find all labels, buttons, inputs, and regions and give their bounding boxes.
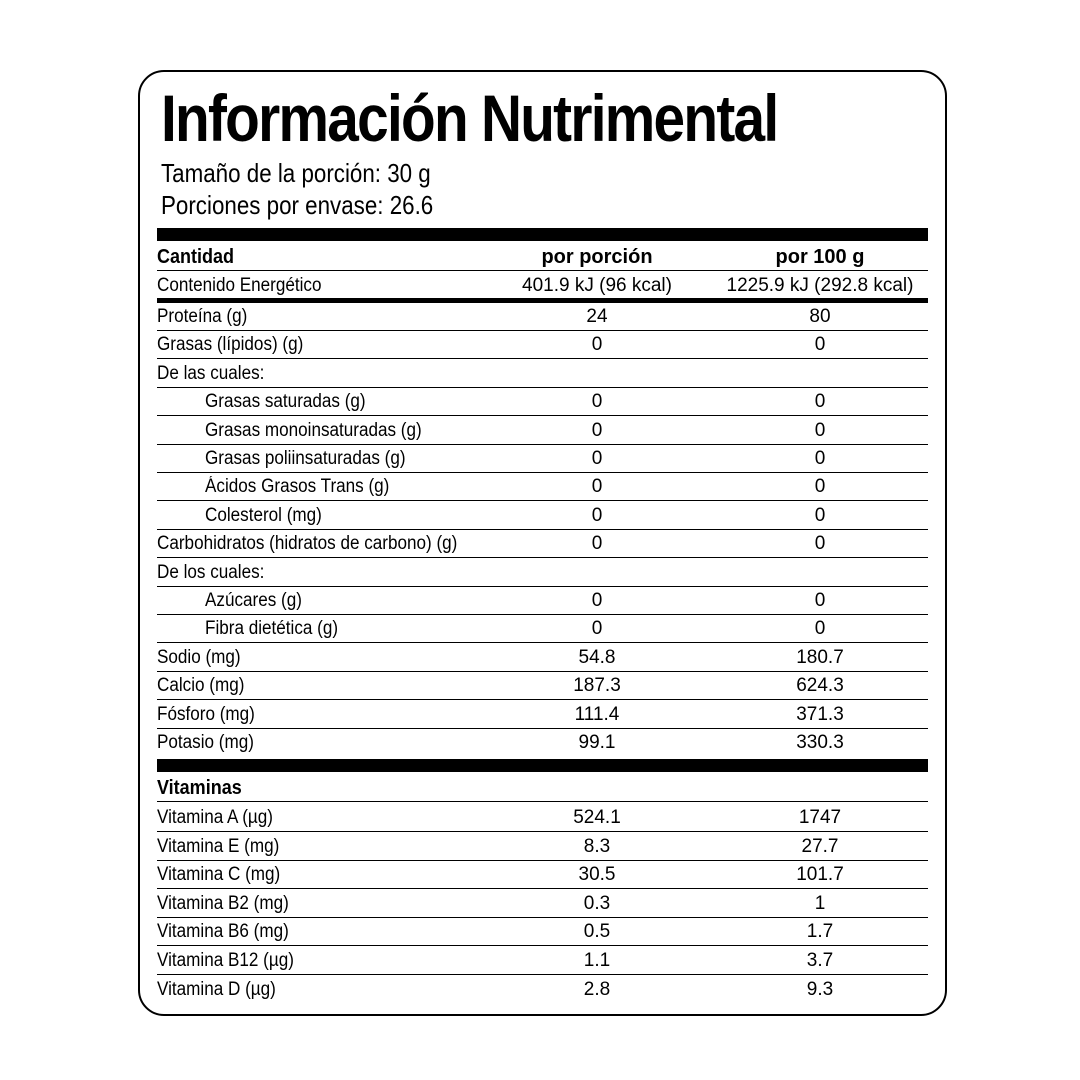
header-per-100g: por 100 g: [775, 246, 865, 268]
nutrient-per-100g: 0: [814, 504, 826, 526]
vitamin-row: [157, 918, 928, 946]
nutrient-label: Proteína (g): [157, 306, 248, 327]
nutrient-row: [157, 331, 928, 359]
vitamin-label: Vitamina B2 (mg): [157, 892, 289, 914]
nutrient-per-serving: 0: [591, 391, 603, 413]
nutrient-label: De las cuales:: [157, 362, 265, 384]
vitamin-row: [157, 804, 928, 832]
vitamin-per-100g: 27.7: [801, 835, 839, 857]
nutrient-per-serving: 111.4: [574, 703, 620, 725]
nutrient-row: [157, 388, 928, 416]
nutrient-row: [157, 559, 928, 587]
nutrient-per-serving: 187.3: [573, 675, 621, 697]
energy-label: Contenido Energético: [157, 275, 322, 296]
header-per-serving: por porción: [541, 246, 653, 268]
nutrient-label: Grasas saturadas (g): [205, 391, 366, 413]
vitamins-thick-rule: [157, 759, 928, 772]
vitamin-label: Vitamina B12 (µg): [157, 950, 294, 971]
nutrient-row: [157, 473, 928, 501]
nutrient-per-100g: 0: [814, 533, 826, 555]
vitamin-per-serving: 2.8: [583, 978, 611, 1000]
nutrient-row: [157, 644, 928, 672]
nutrient-row: [157, 672, 928, 700]
nutrient-label: Carbohidratos (hidratos de carbono) (g): [157, 533, 458, 555]
vitamin-label: Vitamina A (µg): [157, 807, 274, 828]
vitamin-row: [157, 976, 928, 1004]
nutrient-row: [157, 530, 928, 558]
nutrient-per-serving: 0: [591, 419, 603, 441]
nutrient-per-100g: 0: [814, 391, 826, 413]
nutrient-per-serving: 24: [586, 306, 608, 327]
vitamin-label: Vitamina E (mg): [157, 835, 280, 857]
nutrient-label: De los cuales:: [157, 561, 265, 583]
nutrient-per-100g: 0: [814, 618, 826, 640]
nutrient-per-serving: 0: [591, 334, 603, 356]
nutrient-row: [157, 502, 928, 530]
vitamins-heading-row: [157, 774, 928, 802]
nutrient-label: Grasas (lípidos) (g): [157, 334, 304, 356]
nutrient-row: [157, 587, 928, 615]
nutrient-per-100g: 330.3: [796, 732, 844, 753]
nutrient-per-serving: 0: [591, 618, 603, 640]
nutrient-per-serving: 0: [591, 504, 603, 526]
vitamin-per-serving: 0.5: [583, 921, 611, 943]
nutrient-per-100g: 0: [814, 419, 826, 441]
nutrient-per-serving: 0: [591, 448, 603, 469]
nutrient-row: [157, 303, 928, 331]
header-quantity: Cantidad: [157, 246, 235, 268]
nutrient-label: Grasas monoinsaturadas (g): [205, 419, 422, 441]
nutrient-row: [157, 615, 928, 643]
nutrient-label: Colesterol (mg): [205, 504, 322, 526]
nutrient-per-100g: 0: [814, 448, 826, 469]
top-thick-rule: [157, 228, 928, 241]
nutrient-label: Fósforo (mg): [157, 703, 255, 725]
vitamin-per-serving: 1.1: [583, 950, 611, 971]
vitamin-per-100g: 3.7: [806, 950, 834, 971]
vitamin-per-100g: 101.7: [796, 864, 844, 886]
vitamin-row: [157, 890, 928, 918]
vitamin-label: Vitamina D (µg): [157, 978, 276, 1000]
nutrient-per-serving: 54.8: [578, 646, 616, 668]
nutrient-per-100g: 0: [814, 590, 826, 611]
servings-per-container: Porciones por envase: 26.6: [161, 190, 434, 220]
nutrient-label: Potasio (mg): [157, 732, 254, 753]
nutrient-per-100g: 0: [814, 476, 826, 498]
nutrient-label: Ácidos Grasos Trans (g): [205, 476, 390, 498]
nutrient-row: [157, 445, 928, 473]
vitamin-label: Vitamina C (mg): [157, 864, 281, 886]
nutrient-per-100g: 180.7: [796, 646, 844, 668]
vitamin-per-100g: 9.3: [806, 978, 834, 1000]
nutrient-per-serving: 0: [591, 533, 603, 555]
nutrient-row: [157, 729, 928, 757]
vitamin-per-serving: 0.3: [583, 892, 611, 914]
nutrient-label: Grasas poliinsaturadas (g): [205, 448, 406, 469]
nutrient-row: [157, 417, 928, 445]
header-row: [157, 243, 928, 271]
energy-per-100g: 1225.9 kJ (292.8 kcal): [726, 275, 914, 296]
label-title: Información Nutrimental: [161, 81, 778, 155]
nutrient-per-serving: 0: [591, 476, 603, 498]
nutrient-label: Fibra dietética (g): [205, 618, 339, 640]
vitamin-per-100g: 1.7: [806, 921, 834, 943]
vitamin-per-serving: 8.3: [583, 835, 611, 857]
vitamin-row: [157, 861, 928, 889]
serving-size: Tamaño de la porción: 30 g: [161, 158, 431, 188]
energy-row: [157, 272, 928, 300]
nutrient-label: Azúcares (g): [205, 590, 302, 611]
nutrient-per-serving: 0: [591, 590, 603, 611]
nutrient-row: [157, 360, 928, 388]
nutrient-per-serving: 99.1: [578, 732, 616, 753]
vitamin-per-100g: 1: [814, 892, 826, 914]
vitamin-label: Vitamina B6 (mg): [157, 921, 289, 943]
nutrient-row: [157, 701, 928, 729]
vitamin-per-100g: 1747: [798, 807, 842, 828]
vitamin-per-serving: 30.5: [578, 864, 616, 886]
vitamin-row: [157, 833, 928, 861]
nutrient-per-100g: 0: [814, 334, 826, 356]
vitamin-per-serving: 524.1: [573, 807, 621, 828]
nutrient-label: Sodio (mg): [157, 646, 241, 668]
nutrient-per-100g: 80: [809, 306, 831, 327]
nutrient-per-100g: 624.3: [796, 675, 844, 697]
vitamin-row: [157, 947, 928, 975]
energy-per-serving: 401.9 kJ (96 kcal): [522, 275, 672, 296]
nutrient-per-100g: 371.3: [796, 703, 844, 725]
vitamins-heading: Vitaminas: [157, 777, 242, 799]
nutrient-label: Calcio (mg): [157, 675, 245, 697]
